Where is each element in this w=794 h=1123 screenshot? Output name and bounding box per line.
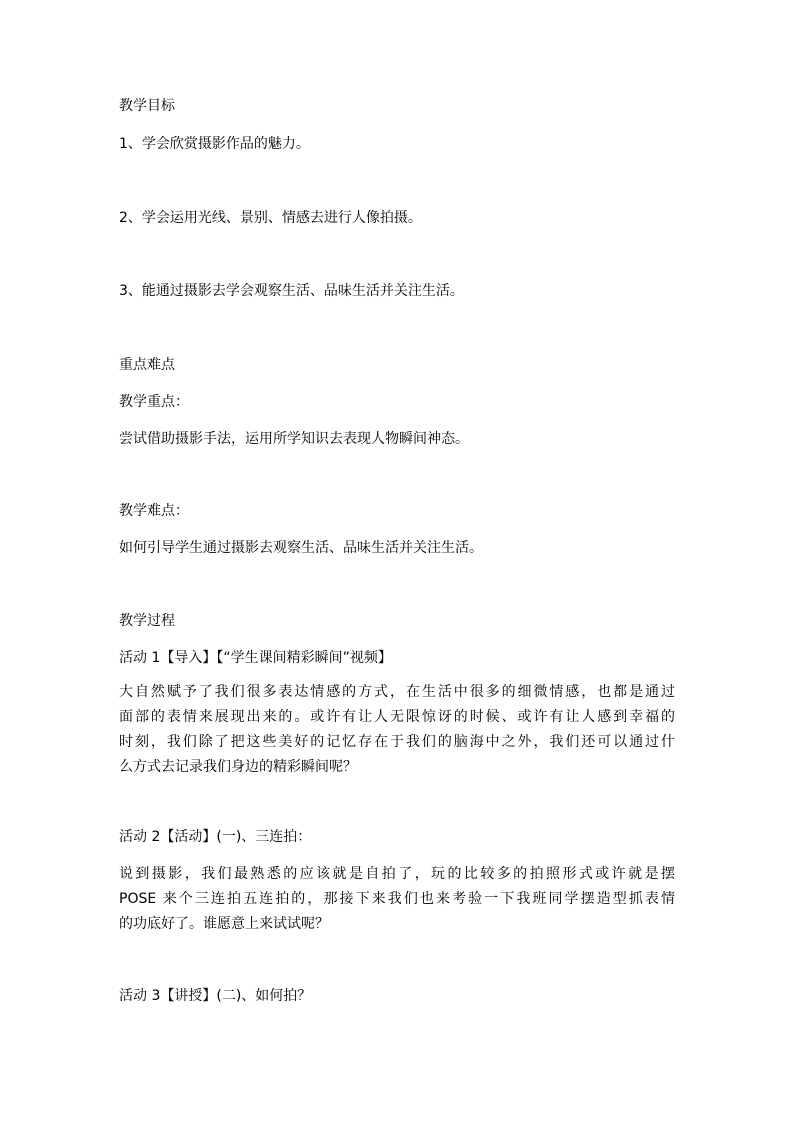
- activity-1-title: 活动 1【导入】【“学生课间精彩瞬间”视频】: [119, 650, 392, 666]
- focus-text: 尝试借助摄影手法，运用所学知识去表现人物瞬间神态。: [119, 431, 469, 447]
- activity-2-line: POSE 来个三连拍五连拍的，那接下来我们也来考验一下我班同学摆造型抓表情: [119, 891, 675, 907]
- activity-1-line: 时刻，我们除了把这些美好的记忆存在于我们的脑海中之外，我们还可以通过什: [119, 734, 675, 750]
- activity-3-title: 活动 3【讲授】(二)、如何拍？: [119, 988, 312, 1004]
- difficulty-label: 教学难点：: [119, 503, 189, 519]
- activity-1-line: 么方式去记录我们身边的精彩瞬间呢？: [119, 759, 357, 775]
- objective-item-3: 3、能通过摄影去学会观察生活、品味生活并关注生活。: [119, 283, 464, 299]
- key-points-heading: 重点难点: [119, 357, 175, 373]
- activity-2-paragraph: [119, 862, 675, 937]
- activity-1-line: 大自然赋予了我们很多表达情感的方式，在生活中很多的细微情感，也都是通过: [119, 684, 675, 700]
- activity-2-title: 活动 2【活动】(一)、三连拍：: [119, 829, 312, 845]
- activity-2-line: 说到摄影，我们最熟悉的应该就是自拍了，玩的比较多的拍照形式或许就是摆: [119, 866, 675, 882]
- difficulty-text: 如何引导学生通过摄影去观察生活、品味生活并关注生活。: [119, 540, 483, 556]
- activity-2-line: 的功底好了。谁愿意上来试试呢？: [119, 916, 329, 932]
- focus-label: 教学重点：: [119, 394, 189, 410]
- activity-1-line: 面部的表情来展现出来的。或许有让人无限惊讶的时候、或许有让人感到幸福的: [119, 709, 675, 725]
- process-heading: 教学过程: [119, 613, 175, 629]
- objective-item-2: 2、学会运用光线、景别、情感去进行人像拍摄。: [119, 210, 422, 226]
- activity-1-paragraph: [119, 680, 675, 780]
- objectives-heading: 教学目标: [119, 98, 175, 114]
- objective-item-1: 1、学会欣赏摄影作品的魅力。: [119, 136, 310, 152]
